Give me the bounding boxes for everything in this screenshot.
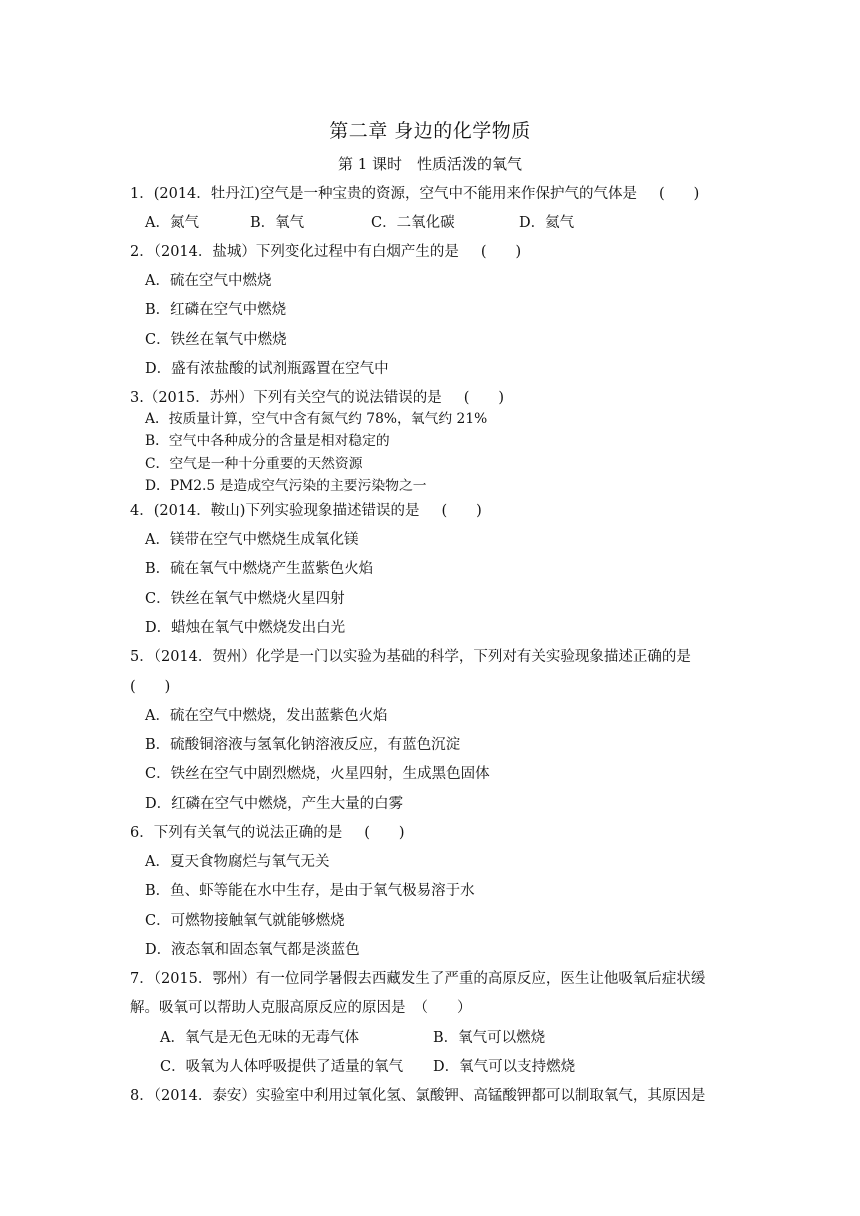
question-3-option-a: A．按质量计算，空气中含有氮气约 78%，氧气约 21%	[145, 411, 488, 427]
question-1-option-c: C．二氧化碳	[371, 215, 455, 231]
question-7-option-c: C．吸氧为人体呼吸提供了适量的氧气	[160, 1059, 404, 1075]
question-6-stem	[130, 823, 405, 843]
answer-blank: （ ）	[413, 1000, 472, 1016]
question-4-stem	[130, 501, 482, 521]
question-3-stem	[130, 388, 504, 408]
question-3-option-b: B．空气中各种成分的含量是相对稳定的	[145, 433, 390, 449]
question-6-option-c: C．可燃物接触氧气就能够燃烧	[145, 913, 345, 929]
question-1-option-a: A．氮气	[145, 215, 199, 231]
question-6-option-b: B．鱼、虾等能在水中生存，是由于氧气极易溶于水	[145, 883, 475, 899]
question-5-option-c: C．铁丝在空气中剧烈燃烧，火星四射，生成黑色固体	[145, 766, 490, 782]
answer-blank: ( )	[441, 503, 482, 519]
question-7-option-b: B．氧气可以燃烧	[433, 1030, 546, 1046]
question-2-option-b: B．红磷在空气中燃烧	[145, 302, 287, 318]
answer-blank: ( )	[658, 186, 700, 202]
lesson-subtitle: 第 1 课时 性质活泼的氧气	[337, 155, 523, 173]
answer-blank: ( )	[480, 244, 522, 260]
question-7-stem-line-1: 7．（2015．鄂州）有一位同学暑假去西藏发生了严重的高原反应，医生让他吸氧后症状缓	[130, 971, 706, 987]
question-2-option-a: A．硫在空气中燃烧	[145, 273, 272, 289]
question-7-stem-line-2	[130, 998, 472, 1018]
question-1-stem	[130, 184, 699, 204]
question-6-option-d: D．液态氧和固态氧气都是淡蓝色	[145, 942, 360, 958]
question-8-stem: 8．（2014．泰安）实验室中利用过氧化氢、氯酸钾、高锰酸钾都可以制取氧气，其原因是	[130, 1088, 706, 1104]
question-5-option-b: B．硫酸铜溶液与氢氧化钠溶液反应，有蓝色沉淀	[145, 737, 461, 753]
question-1-option-b: B．氧气	[250, 215, 305, 231]
question-2-option-d: D．盛有浓盐酸的试剂瓶露置在空气中	[145, 361, 389, 377]
question-2-option-c: C．铁丝在氧气中燃烧	[145, 332, 287, 348]
question-text: 4．(2014．鞍山)下列实验现象描述错误的是	[130, 503, 420, 519]
answer-blank: ( )	[463, 390, 505, 406]
question-text: 1．(2014．牡丹江)空气是一种宝贵的资源，空气中不能用来作保护气的气体是	[130, 186, 637, 202]
question-4-option-d: D．蜡烛在氧气中燃烧发出白光	[145, 620, 346, 636]
answer-blank: ( )	[364, 825, 405, 841]
question-2-stem	[130, 242, 521, 262]
question-5-stem: 5．（2014．贺州）化学是一门以实验为基础的科学，下列对有关实验现象描述正确的是	[130, 649, 691, 665]
question-7-option-a: A．氧气是无色无味的无毒气体	[160, 1030, 359, 1046]
question-3-option-c: C．空气是一种十分重要的天然资源	[145, 456, 363, 472]
question-4-option-a: A．镁带在空气中燃烧生成氧化镁	[145, 532, 359, 548]
question-text: 解。吸氧可以帮助人克服高原反应的原因是	[130, 1000, 406, 1016]
question-text: 6．下列有关氧气的说法正确的是	[130, 825, 343, 841]
question-7-option-d: D．氧气可以支持燃烧	[433, 1059, 576, 1075]
question-5-option-d: D．红磷在空气中燃烧，产生大量的白雾	[145, 796, 404, 812]
question-text: 3.（2015．苏州）下列有关空气的说法错误的是	[130, 390, 442, 406]
answer-blank: ( )	[130, 679, 171, 695]
chapter-title: 第二章 身边的化学物质	[329, 120, 531, 142]
question-text: 2．（2014．盐城）下列变化过程中有白烟产生的是	[130, 244, 459, 260]
question-5-option-a: A．硫在空气中燃烧，发出蓝紫色火焰	[145, 708, 388, 724]
question-1-option-d: D．氦气	[519, 215, 575, 231]
question-3-option-d: D．PM2.5 是造成空气污染的主要污染物之一	[145, 478, 427, 494]
question-6-option-a: A．夏天食物腐烂与氧气无关	[145, 854, 330, 870]
question-4-option-c: C．铁丝在氧气中燃烧火星四射	[145, 591, 345, 607]
question-4-option-b: B．硫在氧气中燃烧产生蓝紫色火焰	[145, 561, 374, 577]
